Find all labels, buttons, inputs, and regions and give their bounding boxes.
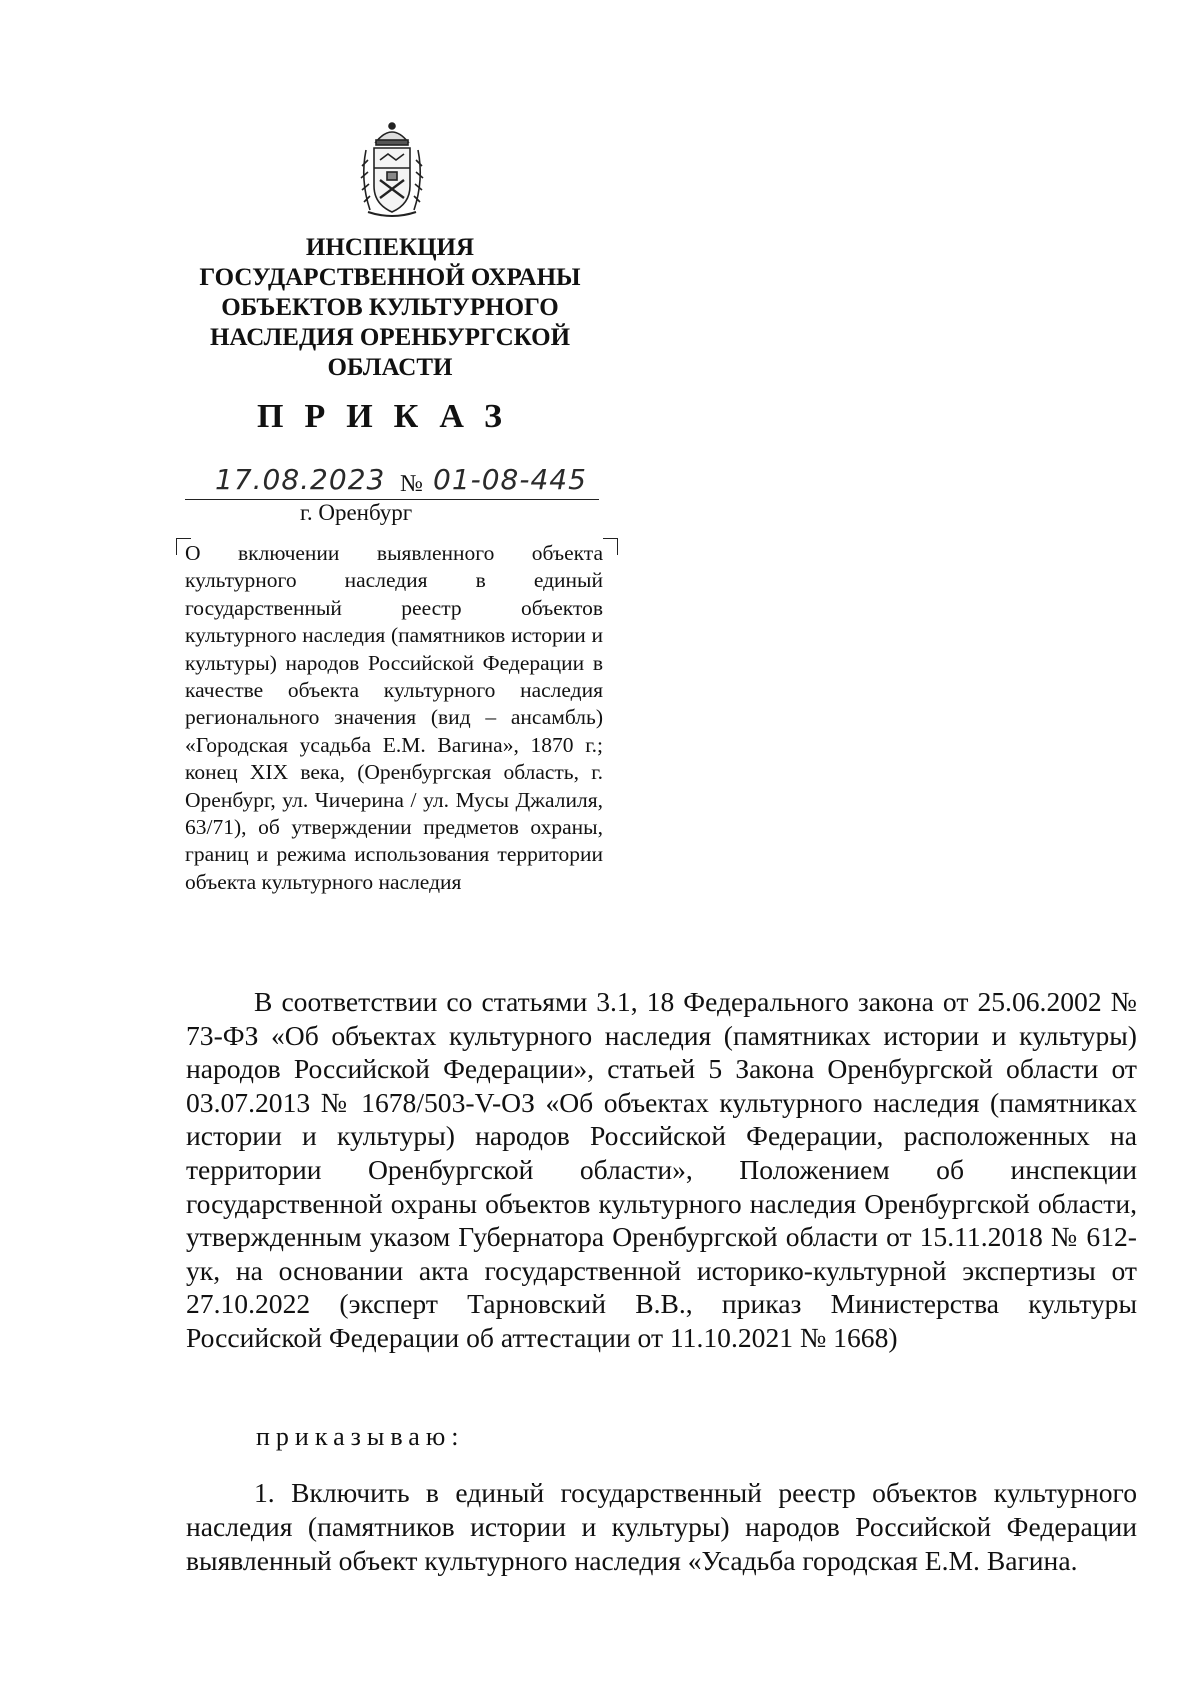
coat-of-arms-emblem bbox=[356, 120, 428, 220]
organization-line: ОБЪЕКТОВ КУЛЬТУРНОГО bbox=[221, 294, 559, 321]
order-item-text: 1. Включить в единый государственный реестр объектов культурного наследия (памятников истории и культуры) народов Российской Федерации выявленный объект культурного наследия «Усадьба городская Е.М. Вагина. bbox=[186, 1477, 1137, 1576]
organization-line: ГОСУДАРСТВЕННОЙ ОХРАНЫ bbox=[199, 264, 581, 291]
number-sign: № bbox=[400, 471, 423, 497]
city-name: г. Оренбург bbox=[300, 500, 413, 525]
organization-line: ИНСПЕКЦИЯ bbox=[305, 234, 475, 261]
preamble-text: В соответствии со статьями 3.1, 18 Федерального закона от 25.06.2002 № 73-ФЗ «Об объектах культурного наследия (памятниках истории и культуры) народов Российской Федерации», статьей 5 Закона Оренбургской области от 03.07.2013 № 1678/503-V-ОЗ «Об объектах культурного наследия (памятниках истории и культуры) народов Российской Федерации, расположенных на территории Оренбургской области», Положением об инспекции государственной охраны объектов культурного наследия Оренбургской области, утвержденным указом Губернатора Оренбургской области от 15.11.2018 № 612-ук, на основании акта государственной историко-культурной экспертизы от 27.10.2022 (эксперт Тарновский В.В., приказ Министерства культуры Российской Федерации об аттестации от 11.10.2021 № 1668) bbox=[186, 986, 1137, 1353]
organization-line: НАСЛЕДИЯ ОРЕНБУРГСКОЙ bbox=[209, 324, 571, 351]
order-item-1 bbox=[186, 1476, 1137, 1578]
document-title: ПРИКАЗ bbox=[257, 398, 523, 435]
order-date: 17.08.2023 bbox=[215, 463, 386, 496]
organization-name bbox=[180, 233, 600, 383]
orders-word: приказываю: bbox=[256, 1422, 465, 1451]
corner-bracket-right bbox=[603, 538, 618, 555]
order-number: 01-08-445 bbox=[433, 463, 587, 496]
preamble-paragraph bbox=[186, 985, 1137, 1355]
subject-text: О включении выявленного объекта культурного наследия в единый государственный реестр объектов культурного наследия (памятников истории и культуры) народов Российской Федерации в качестве объекта культурного наследия регионального значения (вид – ансамбль) «Городская усадьба Е.М. Вагина», 1870 г.; конец XIX века, (Оренбургская область, г. Оренбург, ул. Чичерина / ул. Мусы Джалиля, 63/71), об утверждении предметов охраны, границ и режима использования территории объекта культурного наследия bbox=[185, 541, 603, 894]
order-date-number-line bbox=[185, 464, 599, 504]
order-subject bbox=[185, 540, 603, 896]
organization-line: ОБЛАСТИ bbox=[327, 354, 453, 381]
